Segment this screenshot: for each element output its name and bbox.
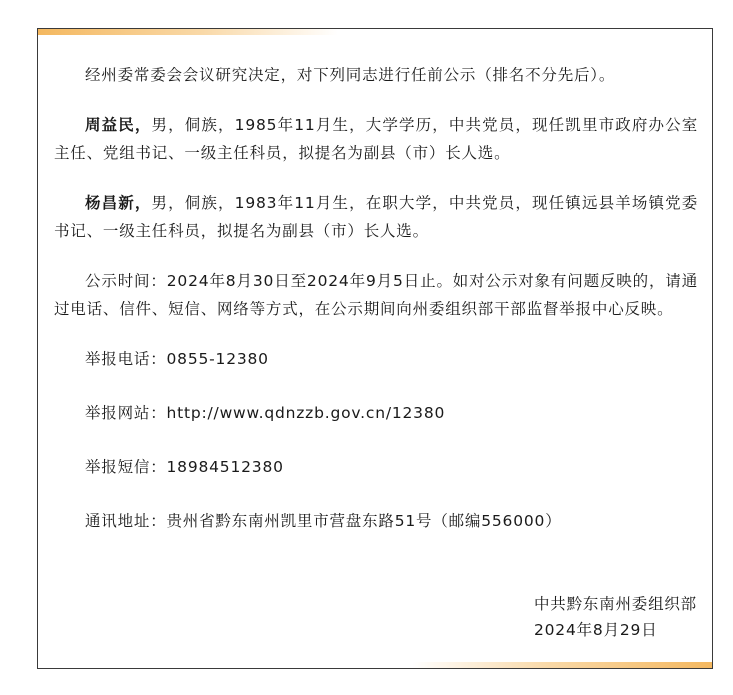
candidate-paragraph [54, 111, 698, 167]
candidate-details: 男，侗族，1983年11月生，在职大学，中共党员，现任镇远县羊场镇党委书记、一级主任科员，拟提名为副县（市）长人选。 [54, 194, 699, 240]
candidate-details: 男，侗族，1985年11月生，大学学历，中共党员，现任凯里市政府办公室主任、党组书记、一级主任科员，拟提名为副县（市）长人选。 [54, 116, 699, 162]
signature-organization: 中共黔东南州委组织部 [533, 595, 697, 613]
signature-date: 2024年8月29日 [533, 621, 658, 639]
candidate-paragraph [54, 189, 698, 245]
candidate-name: 杨昌新， [85, 194, 152, 212]
candidate-name: 周益民， [85, 116, 152, 134]
mailing-address: 通讯地址：贵州省黔东南州凯里市营盘东路51号（邮编556000） [85, 512, 562, 530]
publicity-period-paragraph: 公示时间：2024年8月30日至2024年9月5日止。如对公示对象有问题反映的，请通过电话、信件、短信、网络等方式，在公示期间向州委组织部干部监督举报中心反映。 [54, 272, 698, 318]
bottom-accent-bar [412, 662, 712, 668]
notice-body [38, 29, 712, 535]
report-website: 举报网站：http://www.qdnzzb.gov.cn/12380 [85, 404, 446, 422]
report-sms: 举报短信：18984512380 [85, 458, 284, 476]
intro-paragraph: 经州委常委会会议研究决定，对下列同志进行任前公示（排名不分先后）。 [85, 66, 616, 84]
report-phone: 举报电话：0855-12380 [85, 350, 269, 368]
signature-block [534, 591, 697, 643]
